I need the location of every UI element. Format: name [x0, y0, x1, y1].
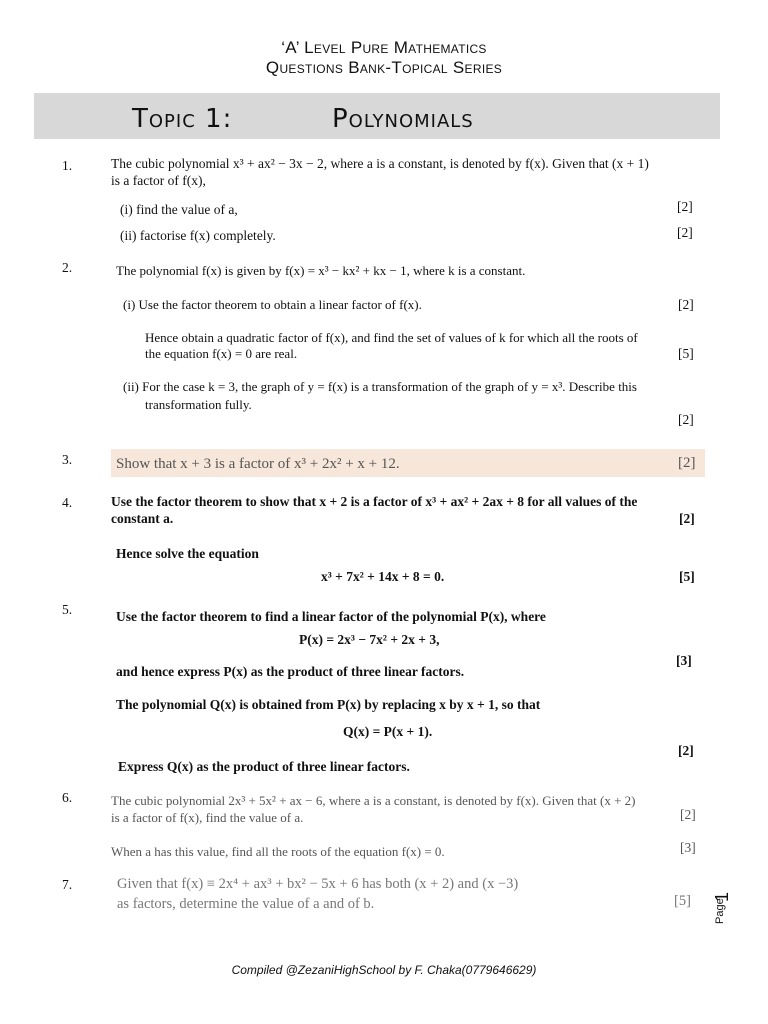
equation: x³ + 7x² + 14x + 8 = 0.: [321, 569, 445, 584]
question-part: (ii) factorise f(x) completely.: [120, 228, 276, 243]
question-number: 4.: [62, 495, 73, 510]
question-stem-cont: is a factor of f(x), find the value of a.: [111, 810, 304, 825]
doc-title-line2: Questions Bank-Topical Series: [265, 58, 503, 77]
mark: [3]: [676, 653, 692, 668]
topic-title: Polynomials: [332, 104, 474, 134]
question-number: 3.: [62, 452, 73, 467]
question-line: When a has this value, find all the roots of the equation f(x) = 0.: [111, 844, 445, 859]
question-number: 2.: [62, 260, 73, 275]
question-line: The polynomial Q(x) is obtained from P(x) by replacing x by x + 1, so that: [116, 697, 541, 712]
mark: [2]: [680, 807, 696, 822]
page-number: 1: [712, 891, 732, 902]
mark: [3]: [680, 840, 696, 855]
mark: [2]: [678, 297, 694, 312]
question-stem: Given that f(x) ≡ 2x⁴ + ax³ + bx² − 5x + 6 has both (x + 2) and (x −3): [117, 876, 519, 892]
mark: [5]: [679, 569, 695, 584]
question-part-cont: transformation fully.: [145, 397, 252, 412]
question-stem: The cubic polynomial 2x³ + 5x² + ax − 6, where a is a constant, is denoted by f(x). Given that (x + 2): [111, 793, 636, 808]
question-number: 6.: [62, 790, 73, 805]
question-stem: Use the factor theorem to find a linear factor of the polynomial P(x), where: [116, 609, 546, 624]
hence-line: Hence solve the equation: [116, 546, 259, 561]
question-stem-cont: constant a.: [111, 511, 174, 526]
mark: [2]: [678, 743, 694, 758]
question-line: and hence express P(x) as the product of three linear factors.: [116, 664, 465, 679]
question-part: (ii) For the case k = 3, the graph of y = f(x) is a transformation of the graph of y = x³. Describe this: [123, 379, 637, 394]
question-stem-cont: is a factor of f(x),: [111, 173, 206, 188]
question-stem: The polynomial f(x) is given by f(x) = x³ − kx² + kx − 1, where k is a constant.: [116, 263, 526, 278]
question-part: (i) Use the factor theorem to obtain a linear factor of f(x).: [123, 297, 422, 312]
question-stem: The cubic polynomial x³ + ax² − 3x − 2, where a is a constant, is denoted by f(x). Given that (x + 1): [111, 156, 649, 171]
question-stem-cont: as factors, determine the value of a and of b.: [117, 896, 375, 912]
mark: [2]: [678, 412, 694, 427]
question-number: 5.: [62, 602, 73, 617]
footer-credit: Compiled @ZezaniHighSchool by F. Chaka(0779646629): [231, 963, 537, 977]
question-stem: Use the factor theorem to show that x + 2 is a factor of x³ + ax² + 2ax + 8 for all values of the: [111, 494, 638, 509]
mark: [2]: [679, 511, 695, 526]
mark: [2]: [677, 199, 693, 214]
question-number: 1.: [62, 158, 73, 173]
mark: [5]: [674, 893, 691, 909]
question-part: Hence obtain a quadratic factor of f(x), and find the set of values of k for which all the roots of: [145, 330, 638, 345]
mark: [2]: [678, 455, 696, 471]
page-label: Page: [714, 898, 726, 924]
question-part: (i) find the value of a,: [120, 202, 238, 217]
question-number: 7.: [62, 877, 73, 892]
mark: [2]: [677, 225, 693, 240]
doc-title-line1: ‘A’ Level Pure Mathematics: [281, 38, 487, 57]
question-part-cont: the equation f(x) = 0 are real.: [145, 346, 298, 361]
mark: [5]: [678, 346, 694, 361]
equation: P(x) = 2x³ − 7x² + 2x + 3,: [299, 632, 440, 647]
equation: Q(x) = P(x + 1).: [343, 724, 433, 739]
question-stem: Show that x + 3 is a factor of x³ + 2x² + x + 12.: [116, 456, 400, 472]
topic-label: Topic 1:: [132, 104, 233, 134]
question-line: Express Q(x) as the product of three linear factors.: [118, 759, 410, 774]
